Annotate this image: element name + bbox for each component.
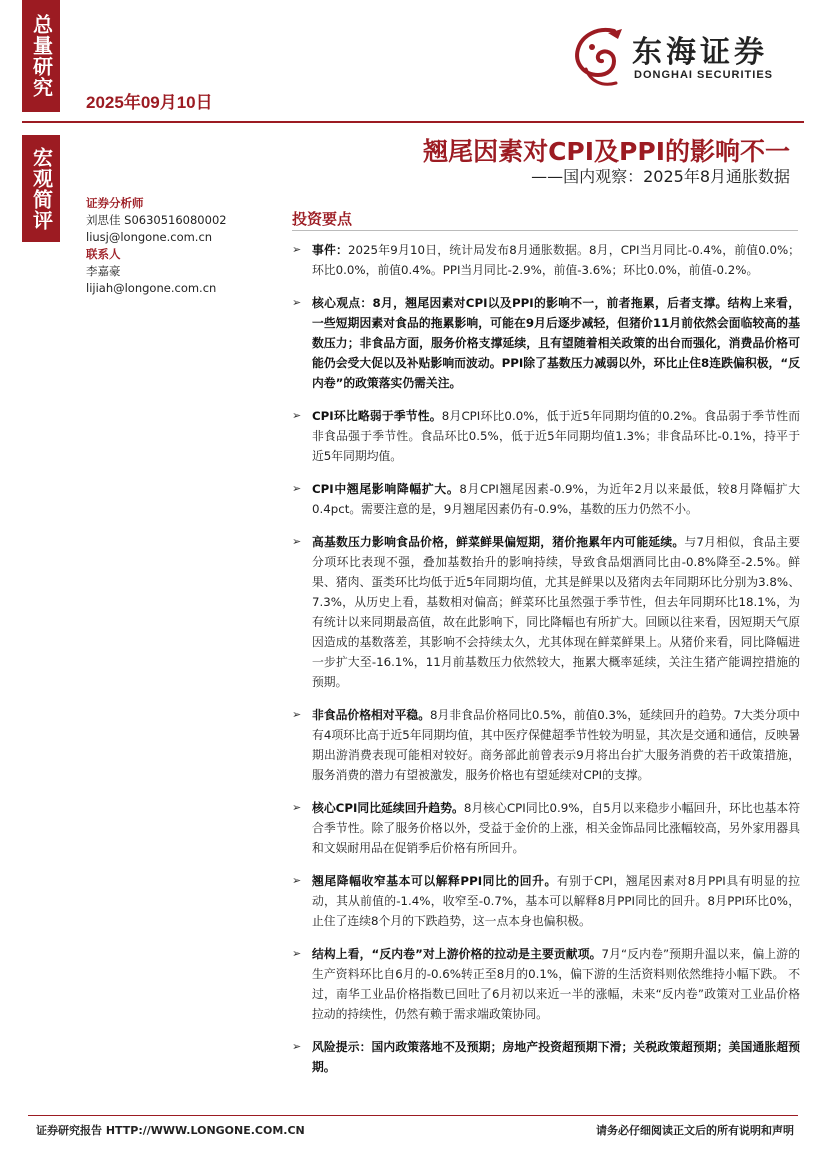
key-point-lead: 结构上看，“反内卷”对上游价格的拉动是主要贡献项。 [312, 947, 602, 961]
contact-heading: 联系人 [86, 247, 121, 261]
key-point-lead: CPI中翘尾影响降幅扩大。 [312, 482, 460, 496]
sidebar-tab-macro-label: 宏观简评 [29, 146, 54, 231]
key-point-item [288, 240, 800, 280]
sidebar-tab-macro [22, 135, 60, 242]
report-subtitle: ——国内观察：2025年8月通胀数据 [531, 167, 790, 186]
brand-logo [568, 25, 798, 95]
arrow-bullet-icon: ➢ [292, 409, 302, 422]
brand-name-en: DONGHAI SECURITIES [634, 69, 774, 81]
brand-name-cn: 东海证券 [632, 35, 768, 70]
key-point-lead: 核心观点：8月，翘尾因素对CPI以及PPI的影响不一，前者拖累，后者支撑。结构上来看，一些短期因素对食品的拖累影响，可能在9月后逐步减轻，但猪价11月前依然会面临较高的基数压力；非食品方面，服务价格支撑延续，且有望随着相关政策的出台而强化，消费品价格可能仍会受大促以及补贴影响而波动。PPI除了基数压力减弱以外，环比止住8连跌偏积极，“反内卷”的政策落实仍需关注。 [312, 296, 800, 390]
arrow-bullet-icon: ➢ [292, 296, 302, 309]
key-point-text: 有别于CPI，翘尾因素对8月PPI具有明显的拉动，其从前值的-1.4%，收窄至-0.7%，基本可以解释8月PPI同比的回升。8月PPI环比0%，止住了连续8个月的下跌趋势，这一点本身也偏积极。 [312, 874, 800, 928]
key-point-text: 8月CPI环比0.0%，低于近5年同期均值的0.2%。食品弱于季节性而非食品强于季节性。食品环比0.5%，低于近5年同期均值1.3%；非食品环比-0.1%，持平于近5年同期均值。 [312, 409, 800, 463]
key-point-item [288, 871, 800, 931]
arrow-bullet-icon: ➢ [292, 243, 302, 256]
key-point-text: 7月“反内卷”预期升温以来，偏上游的生产资料环比自6月的-0.6%转正至8月的0.1%，偏下游的生活资料则依然维持小幅下跌。 不过，南华工业品价格指数已回吐了6月初以来近一半的涨幅，未来“反内卷”政策对工业品价格拉动的持续性，仍然有赖于需求端政策协同。 [312, 947, 800, 1021]
arrow-bullet-icon: ➢ [292, 1040, 302, 1053]
arrow-bullet-icon: ➢ [292, 947, 302, 960]
report-date: 2025年09月10日 [86, 93, 213, 112]
key-points-list [288, 240, 800, 1090]
sidebar-tab-research-label: 总量研究 [29, 14, 54, 98]
key-point-item [288, 406, 800, 466]
key-point-lead: CPI环比略弱于季节性。 [312, 409, 442, 423]
key-point-item [288, 293, 800, 393]
key-point-lead: 事件： [312, 243, 349, 257]
key-point-lead: 核心CPI同比延续回升趋势。 [312, 801, 464, 815]
analyst-heading: 证券分析师 [86, 196, 144, 210]
key-points-divider [292, 230, 798, 231]
analyst-name: 刘思佳 S0630516080002 [86, 213, 227, 227]
key-point-item [288, 798, 800, 858]
footer-right: 请务必仔细阅读正文后的所有说明和声明 [596, 1124, 794, 1137]
contact-email[interactable]: lijiah@longone.com.cn [86, 281, 217, 295]
key-point-lead: 翘尾降幅收窄基本可以解释PPI同比的回升。 [312, 874, 557, 888]
analyst-info [86, 195, 266, 297]
arrow-bullet-icon: ➢ [292, 708, 302, 721]
key-point-lead: 风险提示：国内政策落地不及预期；房地产投资超预期下滑；关税政策超预期；美国通胀超预期。 [312, 1040, 800, 1074]
key-point-text: 8月CPI翘尾因素-0.9%，为近年2月以来最低，较8月降幅扩大0.4pct。需要注意的是，9月翘尾因素仍有-0.9%，基数的压力仍然不小。 [312, 482, 800, 516]
key-points-heading: 投资要点 [292, 210, 353, 228]
key-point-text: 8月非食品价格同比0.5%，前值0.3%，延续回升的趋势。7大类分项中有4项环比高于近5年同期均值，其中医疗保健超季节性较为明显，其次是交通和通信，反映暑期出游消费表现可能相对较好。商务部此前曾表示9月将出台扩大服务消费的若干政策措施，服务消费的潜力有望被激发，服务价格也有望延续对CPI的支撑。 [312, 708, 800, 782]
arrow-bullet-icon: ➢ [292, 482, 302, 495]
key-point-text: 与7月相似，食品主要分项环比表现不强，叠加基数抬升的影响持续，导致食品烟酒同比由-0.8%降至-2.5%。鲜果、猪肉、蛋类环比均低于近5年同期均值，尤其是鲜果以及猪肉去年同期环比分别为3.8%、7.3%，从历史上看，基数相对偏高；鲜菜环比虽然强于季节性，但去年同期环比18.1%，为有统计以来同期最高值，故在此影响下，同比降幅也有所扩大。回顾以往来看，因短期天气原因造成的基数落差，其影响不会持续太久，尤其体现在鲜菜鲜果上。从猪价来看，同比降幅进一步扩大至-16.1%，11月前基数压力依然较大，拖累大概率延续，关注生猪产能调控措施的预期。 [312, 535, 800, 689]
report-title: 翘尾因素对CPI及PPI的影响不一 [423, 137, 790, 166]
footer-left: 证券研究报告 HTTP://WWW.LONGONE.COM.CN [36, 1124, 305, 1137]
footer-divider [28, 1115, 798, 1116]
key-point-lead: 高基数压力影响食品价格，鲜菜鲜果偏短期，猪价拖累年内可能延续。 [312, 535, 685, 549]
key-point-item [288, 1037, 800, 1077]
dragon-emblem-icon [568, 25, 630, 91]
arrow-bullet-icon: ➢ [292, 535, 302, 548]
key-point-text: 2025年9月10日，统计局发布8月通胀数据。8月，CPI当月同比-0.4%，前值0.0%；环比0.0%，前值0.4%。PPI当月同比-2.9%，前值-3.6%；环比0.0%，前值-0.2%。 [312, 243, 800, 277]
key-point-item [288, 532, 800, 692]
sidebar-tab-research [22, 0, 60, 112]
arrow-bullet-icon: ➢ [292, 874, 302, 887]
key-point-lead: 非食品价格相对平稳。 [312, 708, 431, 722]
key-point-item [288, 479, 800, 519]
key-point-item [288, 705, 800, 785]
key-point-item [288, 944, 800, 1024]
analyst-email[interactable]: liusj@longone.com.cn [86, 230, 213, 244]
key-point-text: 8月核心CPI同比0.9%，自5月以来稳步小幅回升，环比也基本符合季节性。除了服务价格以外，受益于金价的上涨，相关金饰品同比涨幅较高，另外家用器具和文娱耐用品在促销季后价格有所回升。 [312, 801, 800, 855]
header-divider [22, 121, 804, 123]
arrow-bullet-icon: ➢ [292, 801, 302, 814]
contact-name: 李嘉豪 [86, 264, 121, 278]
